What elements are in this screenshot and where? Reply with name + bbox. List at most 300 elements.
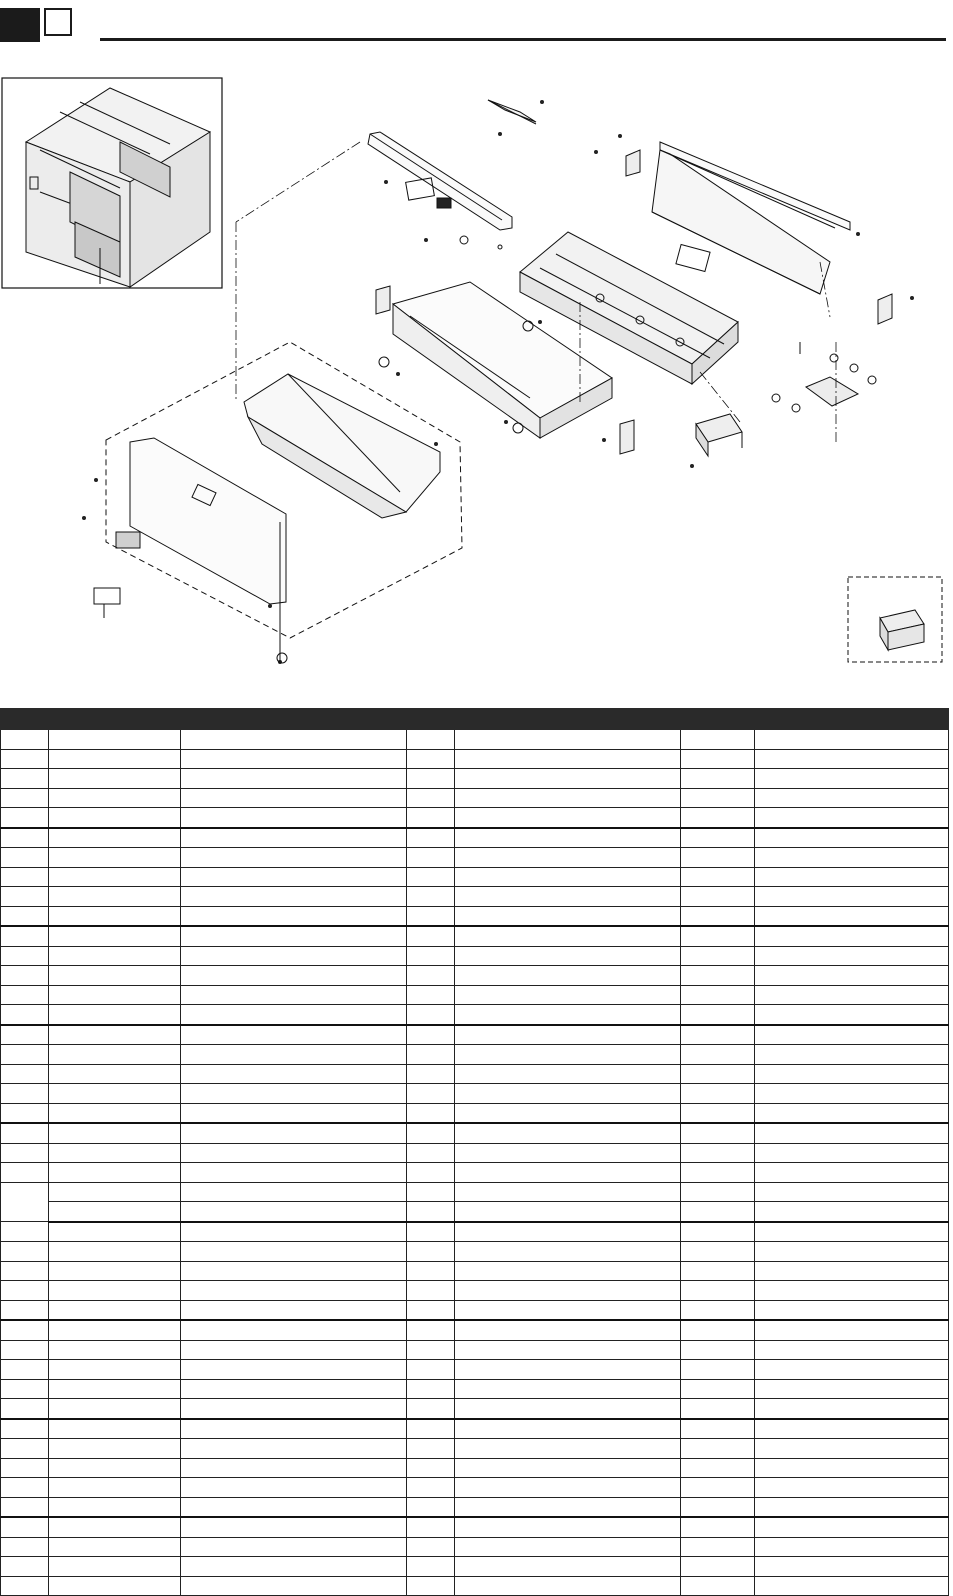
table-cell [755,985,949,1005]
detail-cover [880,610,924,650]
table-cell [49,1025,181,1045]
table-cell [455,1419,681,1439]
table-cell [49,1261,181,1281]
table-cell [755,1379,949,1399]
table-cell [49,769,181,789]
table-cell [49,985,181,1005]
table-cell [681,788,755,808]
table-cell [1,828,49,848]
table-cell [755,1399,949,1419]
table-cell [407,1517,455,1537]
table-cell [681,1557,755,1577]
table-row [1,1458,949,1478]
parts-list-table [0,708,949,1596]
table-cell [407,1103,455,1123]
table-cell [49,1340,181,1360]
table-cell [49,1517,181,1537]
table-cell [681,1379,755,1399]
table-cell [1,1537,49,1557]
table-cell [755,1202,949,1222]
table-cell [455,1517,681,1537]
table-cell [1,1576,49,1596]
table-cell [407,1182,455,1202]
table-cell [49,1064,181,1084]
front-panel [94,438,286,618]
table-cell [755,1300,949,1320]
table-cell [181,1517,407,1537]
table-cell [49,926,181,946]
table-cell [407,1143,455,1163]
table-row [1,1064,949,1084]
table-cell [455,788,681,808]
table-cell [681,1419,755,1439]
table-cell [181,1163,407,1183]
table-cell [455,1497,681,1517]
table-cell [681,1320,755,1340]
table-cell [681,1340,755,1360]
table-row [1,1261,949,1281]
table-cell [49,848,181,868]
table-cell [49,749,181,769]
table-cell [681,985,755,1005]
table-row [1,1517,949,1537]
table-cell [1,1557,49,1577]
table-cell [407,1045,455,1065]
table-cell [49,1123,181,1143]
col-header [755,709,949,730]
table-cell [181,1045,407,1065]
table-cell [455,1439,681,1459]
table-cell [49,1576,181,1596]
table-cell [49,906,181,926]
table-cell [455,1537,681,1557]
table-cell [407,1576,455,1596]
table-row [1,985,949,1005]
table-cell [1,1419,49,1439]
table-cell [455,808,681,828]
table-cell [181,1537,407,1557]
table-cell [1,1379,49,1399]
table-cell [181,1123,407,1143]
table-cell [407,1439,455,1459]
table-cell [49,966,181,986]
table-row [1,1163,949,1183]
table-cell [755,946,949,966]
table-row [1,1419,949,1439]
table-cell [755,926,949,946]
table-cell [181,887,407,907]
table-cell [681,1045,755,1065]
table-cell [681,769,755,789]
table-cell [181,808,407,828]
table-cell [755,1281,949,1301]
table-cell [681,946,755,966]
table-cell [755,1497,949,1517]
table-cell [755,1045,949,1065]
table-cell [49,1202,181,1222]
table-cell [1,1025,49,1045]
table-cell [181,1557,407,1577]
table-row [1,1045,949,1065]
table-cell [181,946,407,966]
table-cell [181,1340,407,1360]
table-row [1,1084,949,1104]
table-cell [681,1182,755,1202]
table-row [1,1557,949,1577]
table-cell [755,848,949,868]
table-row [1,1182,949,1202]
table-cell [49,1182,181,1202]
table-cell [407,926,455,946]
table-cell [181,1005,407,1025]
table-row [1,1576,949,1596]
table-row [1,1399,949,1419]
table-cell [681,1478,755,1498]
table-cell [455,1300,681,1320]
table-cell [755,906,949,926]
table-cell [755,1123,949,1143]
connector-cluster [772,342,876,412]
table-cell [755,1419,949,1439]
table-cell [455,1202,681,1222]
table-cell [1,848,49,868]
table-cell [49,1320,181,1340]
table-cell [1,1458,49,1478]
table-cell [681,1439,755,1459]
table-cell [681,1202,755,1222]
table-cell [455,1557,681,1577]
table-cell [681,1222,755,1242]
table-row [1,1222,949,1242]
table-cell [681,1458,755,1478]
table-cell [1,946,49,966]
table-cell [49,1557,181,1577]
table-cell [407,1123,455,1143]
table-cell [755,1163,949,1183]
table-cell [49,867,181,887]
table-row [1,769,949,789]
table-cell [181,966,407,986]
table-cell [681,1576,755,1596]
table-cell [49,1537,181,1557]
table-cell [407,1537,455,1557]
table-cell [681,808,755,828]
table-cell [1,867,49,887]
table-cell [755,828,949,848]
exploded-parts-diagram [0,72,953,672]
table-cell [181,769,407,789]
machine-overview-inset [2,78,222,288]
table-cell [407,1163,455,1183]
table-cell [455,1182,681,1202]
table-cell [755,1537,949,1557]
table-cell [681,1497,755,1517]
table-cell [455,926,681,946]
table-cell [407,985,455,1005]
table-cell [681,1300,755,1320]
table-cell [407,749,455,769]
table-cell [1,1497,49,1517]
table-cell [181,985,407,1005]
table-cell [681,1163,755,1183]
table-cell [681,867,755,887]
table-row [1,828,949,848]
table-cell [681,887,755,907]
table-cell [49,1242,181,1262]
table-cell [49,1439,181,1459]
table-cell [407,1242,455,1262]
table-row [1,1497,949,1517]
table-cell [407,1458,455,1478]
section-marker-box [44,8,72,36]
table-cell [755,1557,949,1577]
table-row [1,749,949,769]
table-cell [181,867,407,887]
table-cell [755,867,949,887]
table-cell [755,1320,949,1340]
table-cell [681,1517,755,1537]
table-cell [1,966,49,986]
table-row [1,1478,949,1498]
table-cell [181,1064,407,1084]
table-row [1,1103,949,1123]
table-cell [49,828,181,848]
table-cell [181,1360,407,1380]
table-cell [407,848,455,868]
table-cell [681,848,755,868]
table-cell [49,1222,181,1242]
table-row [1,1379,949,1399]
table-cell [681,1123,755,1143]
table-cell [755,1103,949,1123]
table-cell [755,1025,949,1045]
table-cell [407,1064,455,1084]
table-cell [681,1537,755,1557]
table-cell [1,808,49,828]
table-cell [455,1084,681,1104]
table-cell [455,730,681,750]
table-row [1,1242,949,1262]
table-cell [1,769,49,789]
table-row [1,788,949,808]
table-cell [755,1458,949,1478]
table-cell [681,1281,755,1301]
table-cell [1,788,49,808]
table-cell [181,1242,407,1262]
table-cell [1,1300,49,1320]
table-cell [755,1478,949,1498]
table-cell [455,966,681,986]
table-cell [455,946,681,966]
table-cell [1,1143,49,1163]
table-cell [1,926,49,946]
table-cell [755,808,949,828]
table-cell [407,1025,455,1045]
table-cell [755,1005,949,1025]
table-row [1,946,949,966]
table-cell [181,788,407,808]
table-cell [755,730,949,750]
table-cell [181,1143,407,1163]
table-header-row [1,709,949,730]
table-cell [1,1222,49,1242]
table-cell [455,1458,681,1478]
table-cell [755,1064,949,1084]
table-cell [181,1300,407,1320]
table-cell [407,730,455,750]
table-cell [455,1261,681,1281]
table-cell [181,1439,407,1459]
table-cell [181,730,407,750]
table-cell [181,926,407,946]
table-cell [681,1261,755,1281]
table-cell [49,1103,181,1123]
table-cell [455,1576,681,1596]
table-cell [755,1182,949,1202]
col-header [1,709,49,730]
table-cell [1,749,49,769]
table-cell [455,1005,681,1025]
table-row [1,906,949,926]
table-row [1,808,949,828]
table-cell [1,1005,49,1025]
parts-list-body [1,730,949,1596]
table-cell [49,1419,181,1439]
table-cell [455,1064,681,1084]
top-rail [368,132,512,249]
table-cell [755,1517,949,1537]
table-cell [681,749,755,769]
table-cell [455,1025,681,1045]
table-cell [49,730,181,750]
table-cell [681,1143,755,1163]
table-cell [181,1419,407,1439]
table-cell [455,1379,681,1399]
table-cell [455,749,681,769]
table-row [1,1202,949,1222]
table-cell [755,1143,949,1163]
table-cell [407,1399,455,1419]
table-row [1,867,949,887]
table-cell [49,1399,181,1419]
table-cell [407,946,455,966]
table-cell [407,1379,455,1399]
table-cell [1,1320,49,1340]
table-cell [455,1478,681,1498]
table-cell [407,1084,455,1104]
table-cell [407,1497,455,1517]
table-cell [407,887,455,907]
table-cell [1,730,49,750]
table-cell [49,788,181,808]
table-cell [455,1360,681,1380]
table-cell [181,1261,407,1281]
table-cell [455,906,681,926]
long-channel [652,142,850,294]
table-cell [1,1182,49,1222]
table-cell [1,1261,49,1281]
table-cell [181,906,407,926]
table-cell [755,1439,949,1459]
table-cell [1,1242,49,1262]
table-cell [49,1478,181,1498]
table-cell [1,1103,49,1123]
table-row [1,1281,949,1301]
table-cell [407,1300,455,1320]
table-cell [49,1045,181,1065]
table-cell [49,1143,181,1163]
table-cell [755,1222,949,1242]
table-cell [181,1084,407,1104]
table-cell [181,1182,407,1202]
table-cell [407,788,455,808]
table-row [1,1300,949,1320]
table-row [1,1439,949,1459]
header-rule [100,38,946,41]
table-cell [455,985,681,1005]
table-cell [407,1281,455,1301]
table-cell [681,1025,755,1045]
table-cell [455,887,681,907]
table-cell [755,1242,949,1262]
table-cell [181,1458,407,1478]
table-cell [455,1143,681,1163]
table-cell [49,887,181,907]
table-cell [1,1517,49,1537]
table-cell [455,848,681,868]
table-cell [181,1497,407,1517]
table-cell [49,1458,181,1478]
table-cell [681,926,755,946]
table-cell [49,808,181,828]
table-cell [49,1497,181,1517]
table-cell [455,1281,681,1301]
table-cell [455,1163,681,1183]
table-cell [49,1379,181,1399]
table-cell [1,1064,49,1084]
table-cell [681,828,755,848]
table-cell [455,828,681,848]
table-cell [407,1340,455,1360]
col-header [49,709,181,730]
table-row [1,848,949,868]
table-cell [755,1084,949,1104]
table-cell [455,1340,681,1360]
table-cell [49,1360,181,1380]
table-cell [181,1222,407,1242]
table-row [1,1340,949,1360]
table-cell [455,1045,681,1065]
table-cell [181,1478,407,1498]
table-cell [755,1360,949,1380]
table-cell [181,1576,407,1596]
end-cover [696,414,742,456]
table-cell [407,1202,455,1222]
table-row [1,1123,949,1143]
table-cell [755,1340,949,1360]
table-cell [1,1123,49,1143]
table-cell [49,1163,181,1183]
col-header [407,709,455,730]
table-row [1,1360,949,1380]
table-cell [681,1084,755,1104]
table-cell [407,808,455,828]
table-row [1,1005,949,1025]
table-cell [455,1222,681,1242]
table-cell [755,749,949,769]
table-cell [455,769,681,789]
table-cell [407,1360,455,1380]
